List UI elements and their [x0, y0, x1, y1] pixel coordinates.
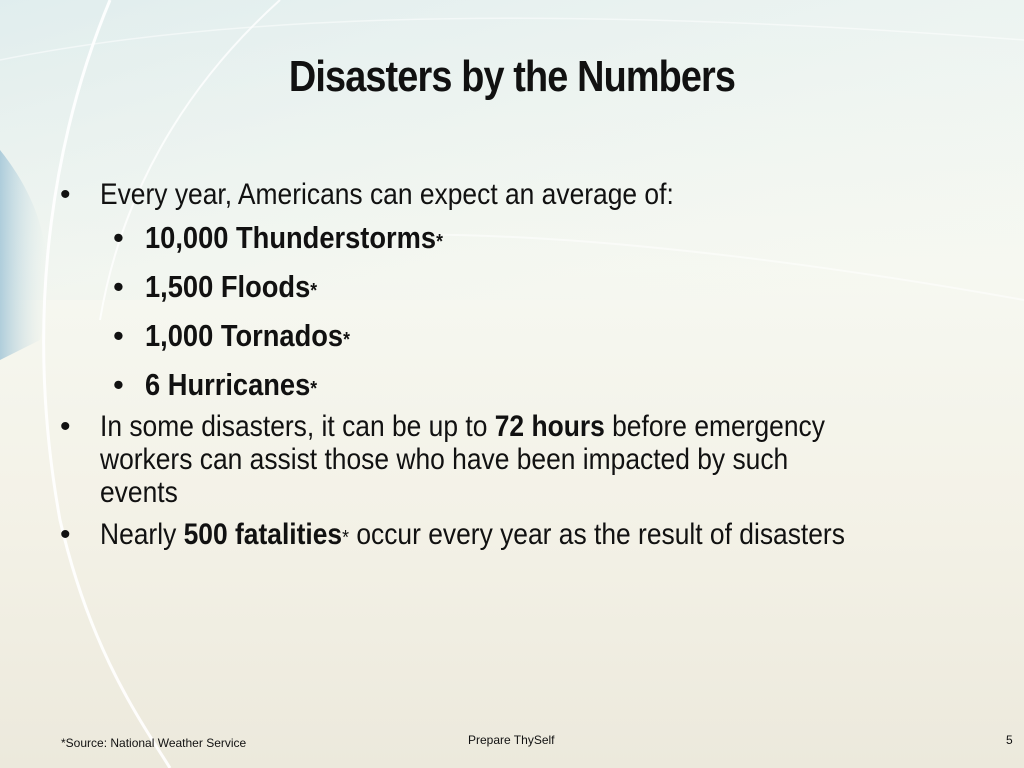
- fatalities-text-after: occur every year as the result of disasters: [348, 518, 845, 551]
- sub-bullet-floods: [60, 270, 960, 308]
- sub-bullet-text: 6 Hurricanes: [145, 367, 311, 402]
- footer-center-text: Prepare ThySelf: [468, 733, 555, 747]
- page-number: 5: [1006, 733, 1013, 747]
- asterisk-mark: *: [343, 329, 350, 351]
- sub-bullet-text: 10,000 Thunderstorms: [145, 220, 437, 255]
- bullet-list: [60, 178, 960, 565]
- bullet-glyph: •: [113, 318, 124, 353]
- sub-bullet-text: 1,500 Floods: [145, 269, 311, 304]
- asterisk-mark: *: [310, 378, 318, 400]
- bullet-glyph: •: [113, 220, 124, 255]
- bullet-glyph: •: [113, 269, 124, 304]
- footer-source: *Source: National Weather Service: [61, 736, 247, 750]
- slide-title: Disasters by the Numbers: [288, 52, 736, 101]
- asterisk-mark: *: [342, 527, 349, 549]
- sub-bullet-thunderstorms: [60, 221, 960, 259]
- bullet-fatalities: [60, 518, 960, 555]
- bullet-72-hours: [60, 410, 960, 509]
- sub-bullet-hurricanes: [60, 368, 960, 406]
- hours-text-before: In some disasters, it can be up to: [100, 410, 495, 443]
- bullet-intro: [60, 178, 960, 211]
- bullet-intro-text: Every year, Americans can expect an average of:: [100, 178, 674, 211]
- asterisk-mark: *: [310, 280, 318, 302]
- hours-text-line2: workers can assist those who have been impacted by such events: [100, 443, 789, 509]
- hours-text-after: before emergency: [604, 410, 825, 443]
- bullet-glyph: •: [113, 367, 124, 402]
- fatalities-text-bold: 500 fatalities: [183, 518, 343, 551]
- sub-bullet-tornados: [60, 319, 960, 357]
- asterisk-mark: *: [436, 231, 443, 253]
- bullet-glyph: •: [60, 178, 71, 211]
- hours-text-bold: 72 hours: [494, 410, 605, 443]
- bullet-glyph: •: [60, 518, 71, 551]
- fatalities-text-before: Nearly: [100, 518, 184, 551]
- sub-bullet-text: 1,000 Tornados: [145, 318, 344, 353]
- bullet-glyph: •: [60, 410, 71, 443]
